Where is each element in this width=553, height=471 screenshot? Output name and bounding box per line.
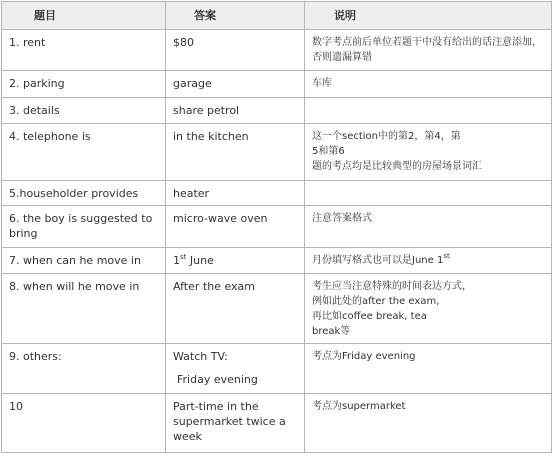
note-cell: 这一个section中的第2，第4，第 5和第6 题的考点均是比较典型的房屋场景词汇 (305, 124, 552, 181)
table-row (2, 274, 552, 344)
note-cell: 月份填写格式也可以是June 1st (305, 248, 552, 274)
question-cell: 10 (2, 394, 166, 453)
question-cell: 2. parking (2, 71, 166, 98)
table-row (2, 98, 552, 124)
answer-cell: garage (166, 71, 305, 98)
question-cell: 3. details (2, 98, 166, 124)
answer-cell: micro-wave oven (166, 206, 305, 248)
answer-cell: Watch TV: Friday evening (166, 344, 305, 394)
note-cell: 考生应当注意特殊的时间表达方式， 例如此处的after the exam, 再比如coffee break, tea break等 (305, 274, 552, 344)
note-cell: 数字考点前后单位若题干中没有给出的话注意添加， 否则遗漏算错 (305, 30, 552, 71)
table-row (2, 344, 552, 394)
table-row (2, 124, 552, 181)
question-cell: 7. when can he move in (2, 248, 166, 274)
table-row (2, 71, 552, 98)
table-row (2, 181, 552, 206)
answer-cell: share petrol (166, 98, 305, 124)
note-cell: 考点为Friday evening (305, 344, 552, 394)
question-cell: 9. others: (2, 344, 166, 394)
note-cell (305, 181, 552, 206)
table-row (2, 394, 552, 453)
table-row (2, 30, 552, 71)
table-row (2, 248, 552, 274)
header-answer: 答案 (166, 2, 305, 30)
header-question: 题目 (2, 2, 166, 30)
header-note: 说明 (305, 2, 552, 30)
question-cell: 8. when will he move in (2, 274, 166, 344)
note-cell: 注意答案格式 (305, 206, 552, 248)
answer-cell: 1st June (166, 248, 305, 274)
note-cell: 车库 (305, 71, 552, 98)
table-header-row (2, 2, 552, 30)
question-cell: 6. the boy is suggested to bring (2, 206, 166, 248)
question-cell: 4. telephone is (2, 124, 166, 181)
answer-cell: $80 (166, 30, 305, 71)
answer-cell: After the exam (166, 274, 305, 344)
note-cell (305, 98, 552, 124)
question-cell: 5.householder provides (2, 181, 166, 206)
answer-cell: Part-time in the supermarket twice a week (166, 394, 305, 453)
answer-cell: heater (166, 181, 305, 206)
question-cell: 1. rent (2, 30, 166, 71)
answer-cell: in the kitchen (166, 124, 305, 181)
table-row (2, 206, 552, 248)
note-cell: 考点为supermarket (305, 394, 552, 453)
qa-table (1, 1, 552, 453)
